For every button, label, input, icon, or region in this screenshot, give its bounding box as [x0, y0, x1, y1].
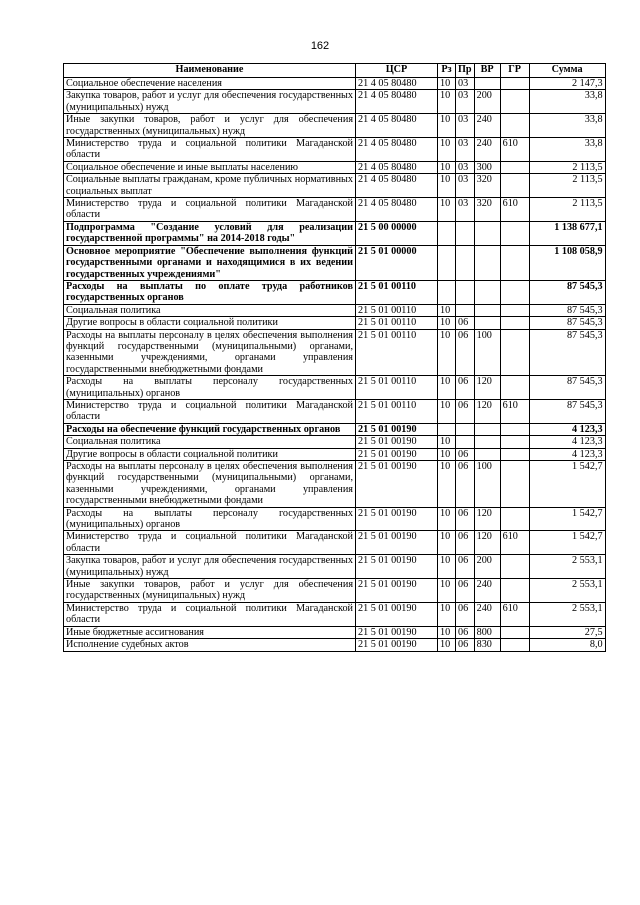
cell-gr [500, 90, 529, 114]
cell-vr: 830 [474, 639, 500, 651]
table-row [64, 376, 606, 400]
cell-csr: 21 4 05 80480 [356, 198, 438, 222]
cell-gr: 610 [500, 602, 529, 626]
cell-pr: 06 [456, 602, 475, 626]
cell-gr [500, 245, 529, 280]
table-row [64, 78, 606, 90]
table-row [64, 304, 606, 316]
cell-vr: 240 [474, 579, 500, 603]
cell-name: Иные закупки товаров, работ и услуг для обеспечения государственных (муниципальных) нужд [64, 579, 356, 603]
cell-name: Расходы на выплаты персоналу в целях обеспечения выполнения функций государственными (муниципальными) органами, казенными учреждениями, органами управления государственными внебюджетными фондами [64, 461, 356, 508]
cell-name: Другие вопросы в области социальной политики [64, 317, 356, 329]
cell-rz: 10 [438, 399, 456, 423]
cell-vr: 120 [474, 399, 500, 423]
cell-gr [500, 221, 529, 245]
cell-sum: 1 542,7 [529, 461, 605, 508]
cell-pr: 06 [456, 626, 475, 638]
cell-vr [474, 423, 500, 435]
cell-sum: 2 113,5 [529, 161, 605, 173]
cell-sum: 33,8 [529, 138, 605, 162]
cell-rz: 10 [438, 555, 456, 579]
cell-rz: 10 [438, 138, 456, 162]
cell-csr: 21 5 01 00000 [356, 245, 438, 280]
cell-rz: 10 [438, 376, 456, 400]
cell-pr: 03 [456, 161, 475, 173]
table-row [64, 174, 606, 198]
cell-name: Иные закупки товаров, работ и услуг для обеспечения государственных (муниципальных) нужд [64, 114, 356, 138]
table-row [64, 245, 606, 280]
cell-sum: 4 123,3 [529, 436, 605, 448]
cell-csr: 21 4 05 80480 [356, 90, 438, 114]
cell-name: Социальная политика [64, 304, 356, 316]
cell-vr [474, 78, 500, 90]
cell-gr [500, 304, 529, 316]
cell-name: Расходы на выплаты персоналу государственных (муниципальных) органов [64, 376, 356, 400]
cell-vr: 200 [474, 90, 500, 114]
cell-pr [456, 221, 475, 245]
cell-sum: 87 545,3 [529, 317, 605, 329]
cell-vr [474, 221, 500, 245]
cell-pr [456, 436, 475, 448]
cell-name: Закупка товаров, работ и услуг для обеспечения государственных (муниципальных) нужд [64, 555, 356, 579]
cell-gr [500, 161, 529, 173]
cell-pr: 03 [456, 90, 475, 114]
cell-rz: 10 [438, 161, 456, 173]
cell-gr [500, 448, 529, 460]
cell-name: Расходы на обеспечение функций государственных органов [64, 423, 356, 435]
cell-gr [500, 78, 529, 90]
cell-pr: 06 [456, 399, 475, 423]
cell-sum: 2 553,1 [529, 602, 605, 626]
cell-name: Социальная политика [64, 436, 356, 448]
cell-rz: 10 [438, 317, 456, 329]
cell-pr: 06 [456, 507, 475, 531]
table-row [64, 531, 606, 555]
cell-gr [500, 317, 529, 329]
cell-vr [474, 245, 500, 280]
cell-sum: 27,5 [529, 626, 605, 638]
cell-name: Другие вопросы в области социальной политики [64, 448, 356, 460]
cell-gr [500, 423, 529, 435]
cell-gr [500, 579, 529, 603]
cell-vr: 240 [474, 114, 500, 138]
cell-gr [500, 114, 529, 138]
header-rz: Рз [438, 64, 456, 78]
cell-pr: 03 [456, 138, 475, 162]
cell-name: Министерство труда и социальной политики Магаданской области [64, 138, 356, 162]
table-row [64, 436, 606, 448]
cell-rz: 10 [438, 174, 456, 198]
cell-pr [456, 245, 475, 280]
cell-csr: 21 4 05 80480 [356, 174, 438, 198]
cell-name: Социальное обеспечение населения [64, 78, 356, 90]
cell-name: Исполнение судебных актов [64, 639, 356, 651]
cell-gr [500, 436, 529, 448]
cell-rz [438, 221, 456, 245]
header-gr: ГР [500, 64, 529, 78]
cell-name: Подпрограмма "Создание условий для реализации государственной программы" на 2014-2018 годы" [64, 221, 356, 245]
cell-rz [438, 245, 456, 280]
cell-csr: 21 5 01 00110 [356, 329, 438, 376]
table-row [64, 114, 606, 138]
cell-gr [500, 461, 529, 508]
cell-pr: 06 [456, 579, 475, 603]
cell-pr: 03 [456, 78, 475, 90]
cell-name: Расходы на выплаты персоналу в целях обеспечения выполнения функций государственными (муниципальными) органами, казенными учреждениями, органами управления государственными внебюджетными фондами [64, 329, 356, 376]
cell-gr [500, 376, 529, 400]
cell-name: Министерство труда и социальной политики Магаданской области [64, 531, 356, 555]
cell-name: Министерство труда и социальной политики Магаданской области [64, 198, 356, 222]
cell-csr: 21 5 01 00190 [356, 531, 438, 555]
cell-name: Социальные выплаты гражданам, кроме публичных нормативных социальных выплат [64, 174, 356, 198]
header-sum: Сумма [529, 64, 605, 78]
cell-pr: 06 [456, 317, 475, 329]
cell-csr: 21 4 05 80480 [356, 138, 438, 162]
cell-vr: 800 [474, 626, 500, 638]
budget-table [63, 63, 606, 652]
cell-sum: 8,0 [529, 639, 605, 651]
cell-pr: 06 [456, 639, 475, 651]
cell-pr: 03 [456, 198, 475, 222]
cell-vr: 300 [474, 161, 500, 173]
cell-rz [438, 423, 456, 435]
cell-vr: 240 [474, 602, 500, 626]
cell-csr: 21 5 01 00110 [356, 280, 438, 304]
cell-rz [438, 280, 456, 304]
cell-sum: 1 108 058,9 [529, 245, 605, 280]
cell-name: Закупка товаров, работ и услуг для обеспечения государственных (муниципальных) нужд [64, 90, 356, 114]
table-row [64, 507, 606, 531]
table-header-row [64, 64, 606, 78]
header-name: Наименование [64, 64, 356, 78]
cell-vr: 120 [474, 531, 500, 555]
cell-sum: 2 553,1 [529, 579, 605, 603]
table-row [64, 221, 606, 245]
cell-pr [456, 304, 475, 316]
cell-sum: 2 113,5 [529, 198, 605, 222]
table-row [64, 461, 606, 508]
cell-csr: 21 5 01 00190 [356, 639, 438, 651]
cell-gr [500, 639, 529, 651]
cell-sum: 87 545,3 [529, 399, 605, 423]
cell-pr: 06 [456, 461, 475, 508]
cell-rz: 10 [438, 448, 456, 460]
cell-rz: 10 [438, 579, 456, 603]
cell-vr: 100 [474, 461, 500, 508]
cell-sum: 1 138 677,1 [529, 221, 605, 245]
cell-rz: 10 [438, 507, 456, 531]
cell-csr: 21 5 01 00190 [356, 507, 438, 531]
table-row [64, 198, 606, 222]
table-row [64, 399, 606, 423]
table-row [64, 423, 606, 435]
cell-gr [500, 280, 529, 304]
table-row [64, 639, 606, 651]
cell-name: Министерство труда и социальной политики Магаданской области [64, 602, 356, 626]
cell-vr [474, 280, 500, 304]
cell-sum: 33,8 [529, 90, 605, 114]
cell-sum: 2 147,3 [529, 78, 605, 90]
cell-rz: 10 [438, 198, 456, 222]
cell-pr: 06 [456, 329, 475, 376]
cell-vr: 240 [474, 138, 500, 162]
cell-gr: 610 [500, 531, 529, 555]
cell-vr [474, 304, 500, 316]
cell-pr: 06 [456, 531, 475, 555]
cell-vr [474, 436, 500, 448]
cell-csr: 21 4 05 80480 [356, 78, 438, 90]
cell-pr [456, 423, 475, 435]
cell-vr: 100 [474, 329, 500, 376]
cell-sum: 33,8 [529, 114, 605, 138]
cell-gr: 610 [500, 138, 529, 162]
header-csr: ЦСР [356, 64, 438, 78]
table-row [64, 626, 606, 638]
cell-csr: 21 5 01 00190 [356, 461, 438, 508]
cell-rz: 10 [438, 639, 456, 651]
cell-csr: 21 5 00 00000 [356, 221, 438, 245]
cell-pr: 03 [456, 174, 475, 198]
cell-pr: 06 [456, 376, 475, 400]
cell-name: Социальное обеспечение и иные выплаты населению [64, 161, 356, 173]
header-pr: Пр [456, 64, 475, 78]
cell-gr: 610 [500, 399, 529, 423]
cell-csr: 21 4 05 80480 [356, 161, 438, 173]
cell-rz: 10 [438, 436, 456, 448]
cell-vr: 120 [474, 376, 500, 400]
table-row [64, 90, 606, 114]
table-row [64, 161, 606, 173]
header-vr: ВР [474, 64, 500, 78]
table-row [64, 555, 606, 579]
cell-csr: 21 5 01 00190 [356, 448, 438, 460]
cell-vr [474, 448, 500, 460]
cell-vr: 320 [474, 198, 500, 222]
cell-pr: 03 [456, 114, 475, 138]
cell-rz: 10 [438, 461, 456, 508]
page-number: 162 [310, 40, 330, 52]
cell-rz: 10 [438, 114, 456, 138]
cell-gr [500, 174, 529, 198]
cell-rz: 10 [438, 602, 456, 626]
cell-sum: 4 123,3 [529, 448, 605, 460]
cell-gr [500, 329, 529, 376]
cell-csr: 21 5 01 00190 [356, 602, 438, 626]
cell-csr: 21 5 01 00110 [356, 399, 438, 423]
cell-gr: 610 [500, 198, 529, 222]
cell-rz: 10 [438, 90, 456, 114]
cell-csr: 21 5 01 00190 [356, 423, 438, 435]
cell-name: Основное мероприятие "Обеспечение выполнения функций государственными органами и находящимися в их ведении государственных учреждениями" [64, 245, 356, 280]
table-row [64, 448, 606, 460]
cell-sum: 2 113,5 [529, 174, 605, 198]
table-row [64, 579, 606, 603]
table-row [64, 138, 606, 162]
cell-vr [474, 317, 500, 329]
cell-sum: 87 545,3 [529, 304, 605, 316]
cell-sum: 1 542,7 [529, 531, 605, 555]
cell-rz: 10 [438, 626, 456, 638]
cell-vr: 320 [474, 174, 500, 198]
cell-name: Иные бюджетные ассигнования [64, 626, 356, 638]
cell-sum: 4 123,3 [529, 423, 605, 435]
cell-rz: 10 [438, 329, 456, 376]
cell-name: Расходы на выплаты персоналу государственных (муниципальных) органов [64, 507, 356, 531]
cell-sum: 2 553,1 [529, 555, 605, 579]
cell-csr: 21 5 01 00190 [356, 626, 438, 638]
cell-pr: 06 [456, 555, 475, 579]
cell-csr: 21 5 01 00110 [356, 376, 438, 400]
cell-rz: 10 [438, 78, 456, 90]
cell-sum: 87 545,3 [529, 280, 605, 304]
cell-name: Расходы на выплаты по оплате труда работников государственных органов [64, 280, 356, 304]
cell-csr: 21 5 01 00110 [356, 317, 438, 329]
cell-rz: 10 [438, 531, 456, 555]
cell-gr [500, 555, 529, 579]
table-row [64, 602, 606, 626]
table-row [64, 317, 606, 329]
cell-pr [456, 280, 475, 304]
cell-gr [500, 507, 529, 531]
cell-gr [500, 626, 529, 638]
cell-vr: 120 [474, 507, 500, 531]
cell-csr: 21 5 01 00190 [356, 555, 438, 579]
cell-pr: 06 [456, 448, 475, 460]
cell-name: Министерство труда и социальной политики Магаданской области [64, 399, 356, 423]
cell-rz: 10 [438, 304, 456, 316]
cell-csr: 21 4 05 80480 [356, 114, 438, 138]
cell-sum: 87 545,3 [529, 329, 605, 376]
cell-csr: 21 5 01 00190 [356, 579, 438, 603]
table-row [64, 280, 606, 304]
cell-vr: 200 [474, 555, 500, 579]
cell-sum: 1 542,7 [529, 507, 605, 531]
cell-csr: 21 5 01 00190 [356, 436, 438, 448]
cell-csr: 21 5 01 00110 [356, 304, 438, 316]
cell-sum: 87 545,3 [529, 376, 605, 400]
table-row [64, 329, 606, 376]
